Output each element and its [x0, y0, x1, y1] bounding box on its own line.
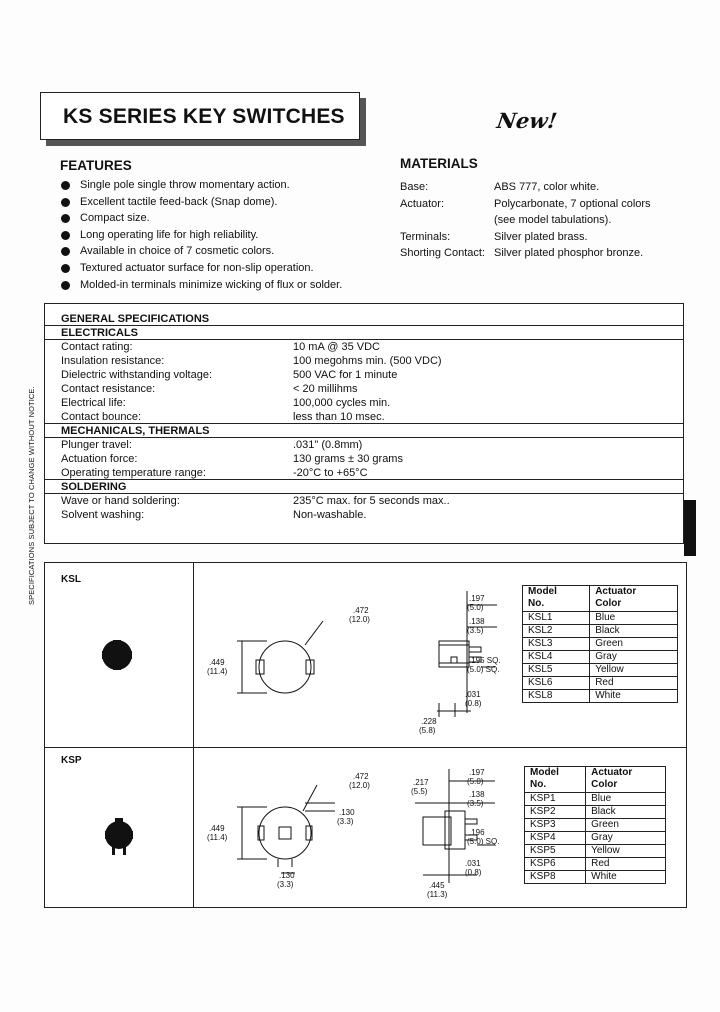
color-cell: Yellow — [590, 664, 678, 677]
ksp-dimension-drawing — [205, 763, 505, 903]
table-row — [523, 677, 678, 690]
ksl-dim-sq: .195 SQ. — [469, 656, 501, 665]
feature-item: Single pole single throw momentary action. — [60, 177, 390, 194]
color-cell: White — [586, 871, 666, 884]
ksl-switch-photo — [97, 635, 137, 675]
table-row — [523, 612, 678, 625]
spec-row — [45, 368, 683, 382]
ksp-dim-left: .217 — [413, 778, 429, 787]
material-label — [400, 212, 494, 229]
material-row — [400, 245, 700, 262]
table-row — [525, 806, 666, 819]
color-cell: Green — [586, 819, 666, 832]
model-header — [523, 586, 590, 612]
ksl-dim-term: .031 — [465, 690, 481, 699]
color-cell: Blue — [586, 793, 666, 806]
model-cell: KSP1 — [525, 793, 586, 806]
ksp-dim-dia: .472 — [353, 772, 369, 781]
material-row — [400, 229, 700, 246]
color-cell: Red — [590, 677, 678, 690]
color-cell: Gray — [590, 651, 678, 664]
material-row — [400, 212, 700, 229]
table-row — [523, 690, 678, 703]
ksl-dim-top: .197 — [469, 594, 485, 603]
spec-row — [45, 410, 683, 424]
material-value: ABS 777, color white. — [494, 181, 600, 193]
material-label: Terminals: — [400, 230, 451, 243]
ksp-dim-width-mm: (11.3) — [427, 890, 448, 899]
actuator-header-line1: Actuator — [595, 586, 637, 597]
material-label: Shorting Contact: — [400, 247, 485, 260]
color-cell: Black — [586, 806, 666, 819]
spec-key: Insulation resistance: — [61, 355, 165, 367]
spec-key: Contact rating: — [61, 341, 133, 353]
spec-key: Contact bounce: — [61, 411, 142, 423]
spec-value: less than 10 msec. — [293, 411, 385, 423]
model-box — [44, 562, 687, 908]
ksp-dim-sq-mm: (5.0) SQ. — [467, 837, 500, 846]
ksl-dim-mid-mm: (3.5) — [467, 626, 484, 635]
soldering-heading: SOLDERING — [45, 480, 683, 494]
table-row — [525, 858, 666, 871]
ksl-dim-h: .449 — [209, 658, 225, 667]
model-cell: KSP2 — [525, 806, 586, 819]
features-section — [60, 158, 390, 293]
actuator-header — [590, 586, 678, 612]
electricals-heading: ELECTRICALS — [45, 326, 683, 340]
ksp-dim-mid: .138 — [469, 790, 485, 799]
model-cell: KSP4 — [525, 832, 586, 845]
materials-section — [400, 156, 700, 262]
ksl-model-table — [522, 585, 678, 703]
model-cell: KSP5 — [525, 845, 586, 858]
model-header-line1: Model — [530, 767, 559, 778]
ksp-dim-left-mm: (5.5) — [411, 787, 428, 796]
model-cell: KSP3 — [525, 819, 586, 832]
table-row — [525, 845, 666, 858]
ksp-label: KSP — [61, 755, 82, 766]
ksl-dim-width: .228 — [421, 717, 437, 726]
new-badge: New! — [495, 108, 559, 133]
material-row — [400, 196, 700, 213]
ksp-dim-bot-mm: (3.3) — [277, 880, 294, 889]
actuator-header-line2: Color — [591, 779, 618, 790]
model-cell: KSL2 — [523, 625, 590, 638]
model-cell: KSL8 — [523, 690, 590, 703]
features-heading: FEATURES — [60, 158, 132, 173]
color-cell: Green — [590, 638, 678, 651]
feature-item: Molded-in terminals minimize wicking of flux or solder. — [60, 277, 390, 294]
spec-value: 130 grams ± 30 grams — [293, 453, 403, 465]
spec-row — [45, 452, 683, 466]
page-title: KS SERIES KEY SWITCHES — [63, 105, 345, 128]
feature-item: Compact size. — [60, 210, 390, 227]
spec-value: Non-washable. — [293, 509, 367, 521]
ksp-switch-photo — [101, 815, 137, 861]
spec-row — [45, 494, 683, 508]
ksp-dim-width: .445 — [429, 881, 445, 890]
color-cell: White — [590, 690, 678, 703]
table-row — [525, 819, 666, 832]
spec-row — [45, 382, 683, 396]
side-note: SPECIFICATIONS SUBJECT TO CHANGE WITHOUT NOTICE. — [27, 386, 36, 605]
title-box — [40, 92, 360, 140]
ksl-dim-dia: .472 — [353, 606, 369, 615]
mechanicals-heading: MECHANICALS, THERMALS — [45, 424, 683, 438]
ksp-dim-sq: .196 — [469, 828, 485, 837]
spec-value: 100,000 cycles min. — [293, 397, 391, 409]
general-specifications-heading: GENERAL SPECIFICATIONS — [45, 312, 683, 326]
material-row — [400, 179, 700, 196]
ksl-dim-h-mm: (11.4) — [207, 667, 228, 676]
feature-item: Excellent tactile feed-back (Snap dome). — [60, 194, 390, 211]
features-list — [60, 177, 390, 293]
model-header — [525, 767, 586, 793]
ksl-dim-term-mm: (0.8) — [465, 699, 482, 708]
model-header-line2: No. — [528, 598, 545, 609]
ksl-dim-width-mm: (5.8) — [419, 726, 436, 735]
materials-heading: MATERIALS — [400, 156, 478, 171]
edge-tab-marker — [684, 500, 696, 556]
spec-row — [45, 466, 683, 480]
ksp-dim-top: .197 — [469, 768, 485, 777]
material-value: Polycarbonate, 7 optional colors — [494, 197, 651, 210]
spec-key: Actuation force: — [61, 453, 138, 465]
table-row — [525, 871, 666, 884]
ksp-dim-mid-mm: (3.5) — [467, 799, 484, 808]
model-divider-horizontal — [45, 747, 686, 748]
ksl-dim-dia-mm: (12.0) — [349, 615, 370, 624]
feature-item: Textured actuator surface for non-slip operation. — [60, 260, 390, 277]
spec-key: Electrical life: — [61, 397, 126, 409]
table-row — [523, 638, 678, 651]
color-cell: Yellow — [586, 845, 666, 858]
spec-value: 500 VAC for 1 minute — [293, 369, 398, 381]
actuator-header — [586, 767, 666, 793]
ksp-dim-h: .449 — [209, 824, 225, 833]
color-cell: Blue — [590, 612, 678, 625]
ksp-dim-term: .031 — [465, 859, 481, 868]
feature-item: Long operating life for high reliability. — [60, 227, 390, 244]
material-value: (see model tabulations). — [494, 214, 612, 227]
spec-key: Wave or hand soldering: — [61, 495, 180, 507]
actuator-header-line1: Actuator — [591, 767, 633, 778]
model-divider-vertical — [193, 563, 194, 907]
ksl-label: KSL — [61, 574, 81, 585]
model-cell: KSP6 — [525, 858, 586, 871]
table-row — [525, 793, 666, 806]
ksp-dim-side: .130 — [339, 808, 355, 817]
spec-value: 100 megohms min. (500 VDC) — [293, 355, 442, 367]
model-cell: KSL5 — [523, 664, 590, 677]
model-cell: KSP8 — [525, 871, 586, 884]
spec-row — [45, 438, 683, 452]
ksp-dim-term-mm: (0.8) — [465, 868, 482, 877]
model-cell: KSL1 — [523, 612, 590, 625]
ksl-dim-sq-mm: (5.0) SQ. — [467, 665, 500, 674]
spec-row — [45, 396, 683, 410]
color-cell: Black — [590, 625, 678, 638]
spec-value: 235°C max. for 5 seconds max.. — [293, 495, 450, 507]
ksp-dim-bot: .130 — [279, 871, 295, 880]
spec-key: Solvent washing: — [61, 509, 145, 521]
table-row — [525, 832, 666, 845]
model-cell: KSL6 — [523, 677, 590, 690]
table-row — [523, 625, 678, 638]
color-cell: Red — [586, 858, 666, 871]
material-value: Silver plated brass. — [494, 230, 588, 243]
material-value: Silver plated phosphor bronze. — [494, 247, 644, 260]
table-row — [523, 651, 678, 664]
spec-row — [45, 340, 683, 354]
ksp-dim-top-mm: (5.0) — [467, 777, 484, 786]
ksp-model-table — [524, 766, 666, 884]
spec-value: < 20 millihms — [293, 383, 358, 395]
general-specifications-box — [44, 303, 684, 544]
spec-key: Dielectric withstanding voltage: — [61, 369, 213, 381]
spec-row — [45, 354, 683, 368]
spec-value: 10 mA @ 35 VDC — [293, 341, 380, 353]
ksl-dim-top-mm: (5.0) — [467, 603, 484, 612]
table-row — [523, 664, 678, 677]
model-header-line2: No. — [530, 779, 547, 790]
spec-key: Contact resistance: — [61, 383, 156, 395]
ksp-dim-h-mm: (11.4) — [207, 833, 228, 842]
ksl-dim-mid: .138 — [469, 617, 485, 626]
actuator-header-line2: Color — [595, 598, 622, 609]
model-cell: KSL3 — [523, 638, 590, 651]
spec-value: .031" (0.8mm) — [293, 439, 363, 451]
spec-row — [45, 508, 683, 522]
ksl-dimension-drawing — [205, 583, 505, 745]
feature-item: Available in choice of 7 cosmetic colors. — [60, 243, 390, 260]
ksp-dim-dia-mm: (12.0) — [349, 781, 370, 790]
spec-key: Operating temperature range: — [61, 467, 206, 479]
spec-value: -20°C to +65°C — [293, 467, 368, 479]
model-cell: KSL4 — [523, 651, 590, 664]
material-label: Actuator: — [400, 197, 445, 210]
color-cell: Gray — [586, 832, 666, 845]
spec-key: Plunger travel: — [61, 439, 132, 451]
material-label: Base: — [400, 181, 429, 193]
model-header-line1: Model — [528, 586, 557, 597]
ksp-dim-side-mm: (3.3) — [337, 817, 354, 826]
